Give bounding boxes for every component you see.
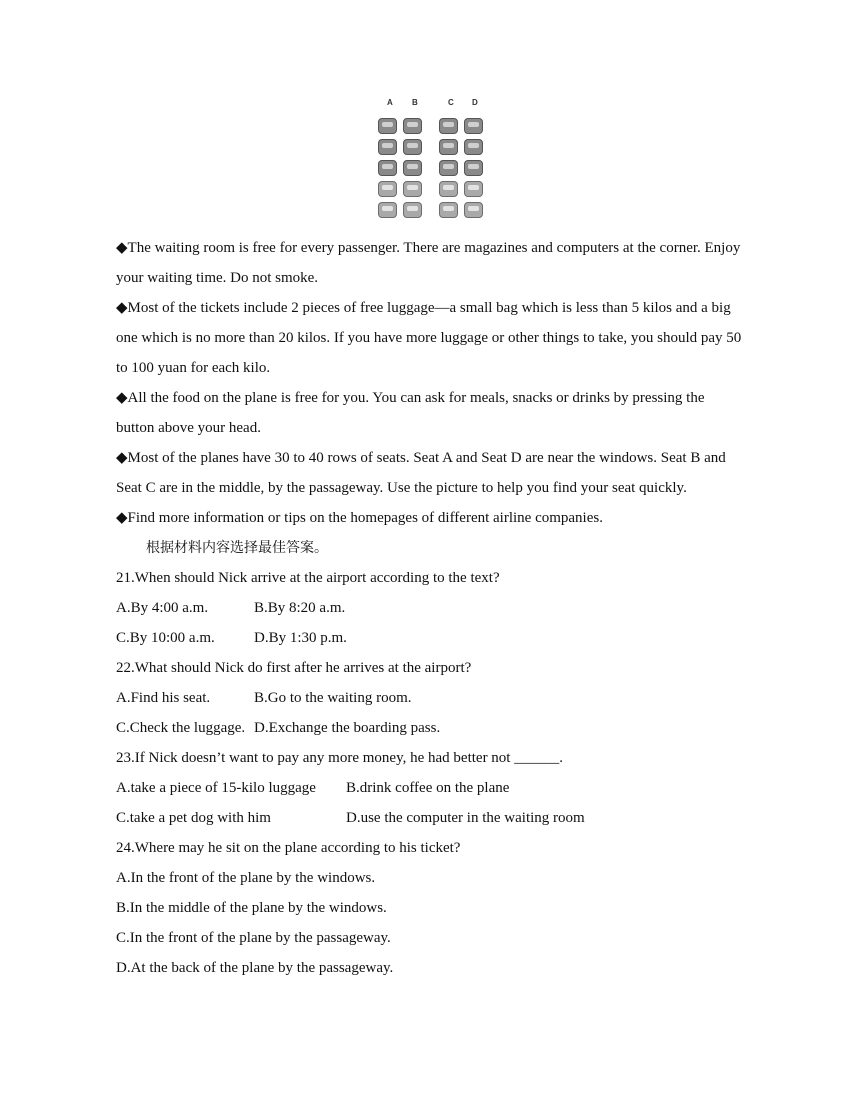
question-24-option-d: D.At the back of the plane by the passageway. [116,960,394,976]
question-22-stem: 22.What should Nick do first after he arrives at the airport? [116,660,472,676]
seat-icon [439,202,458,218]
question-22-option-c: C.Check the luggage. [116,720,246,736]
bullet-luggage: ◆Most of the tickets include 2 pieces of free luggage—a small bag which is less than 5 kilos and a big one which is no more than 20 kilos. If you have more luggage or other things to take, you should pay 50 to 100 yuan for each kilo. [116,300,742,376]
question-24-option-b: B.In the middle of the plane by the windows. [116,900,387,916]
question-23-option-a: A.take a piece of 15-kilo luggage [116,780,316,796]
seat-icon [403,181,422,197]
seat-icon [464,139,483,155]
seat-column-letter: A [387,98,393,107]
question-21-stem: 21.When should Nick arrive at the airport according to the text? [116,570,500,586]
seat-icon [378,202,397,218]
seat-column-letter: B [412,98,418,107]
seat-column-letter: D [472,98,478,107]
question-23-option-b: B.drink coffee on the plane [346,780,510,796]
seat-icon [439,160,458,176]
question-22-option-a: A.Find his seat. [116,690,211,706]
question-22-option-b: B.Go to the waiting room. [254,690,412,706]
question-22-option-d: D.Exchange the boarding pass. [254,720,441,736]
question-24-option-c: C.In the front of the plane by the passageway. [116,930,391,946]
question-23-option-d: D.use the computer in the waiting room [346,810,585,826]
seat-icon [378,181,397,197]
seat-icon [464,181,483,197]
question-21-option-c: C.By 10:00 a.m. [116,630,215,646]
bullet-more-info: ◆Find more information or tips on the homepages of different airline companies. [116,510,603,526]
seat-icon [439,118,458,134]
question-21-option-b: B.By 8:20 a.m. [254,600,346,616]
seat-icon [464,160,483,176]
instruction: 根据材料内容选择最佳答案。 [146,540,328,556]
seat-icon [403,118,422,134]
bullet-seats: ◆Most of the planes have 30 to 40 rows of seats. Seat A and Seat D are near the windows. Seat B and Seat C are in the middle, by the passageway. Use the picture to help you find your seat quickly. [116,450,726,496]
seat-diagram [372,98,492,224]
seat-icon [464,118,483,134]
question-23-stem: 23.If Nick doesn’t want to pay any more money, he had better not ______. [116,750,563,766]
seat-icon [439,139,458,155]
seat-icon [403,160,422,176]
bullet-food: ◆All the food on the plane is free for you. You can ask for meals, snacks or drinks by pressing the button above your head. [116,390,705,436]
seat-icon [403,139,422,155]
bullet-waiting-room: ◆The waiting room is free for every passenger. There are magazines and computers at the corner. Enjoy your waiting time. Do not smoke. [116,240,741,286]
seat-column-letter: C [448,98,454,107]
seat-icon [378,118,397,134]
question-24-option-a: A.In the front of the plane by the windows. [116,870,376,886]
seat-icon [464,202,483,218]
question-24-stem: 24.Where may he sit on the plane according to his ticket? [116,840,461,856]
question-21-option-d: D.By 1:30 p.m. [254,630,347,646]
seat-icon [378,139,397,155]
question-21-option-a: A.By 4:00 a.m. [116,600,209,616]
seat-icon [403,202,422,218]
seat-icon [439,181,458,197]
question-23-option-c: C.take a pet dog with him [116,810,271,826]
seat-icon [378,160,397,176]
